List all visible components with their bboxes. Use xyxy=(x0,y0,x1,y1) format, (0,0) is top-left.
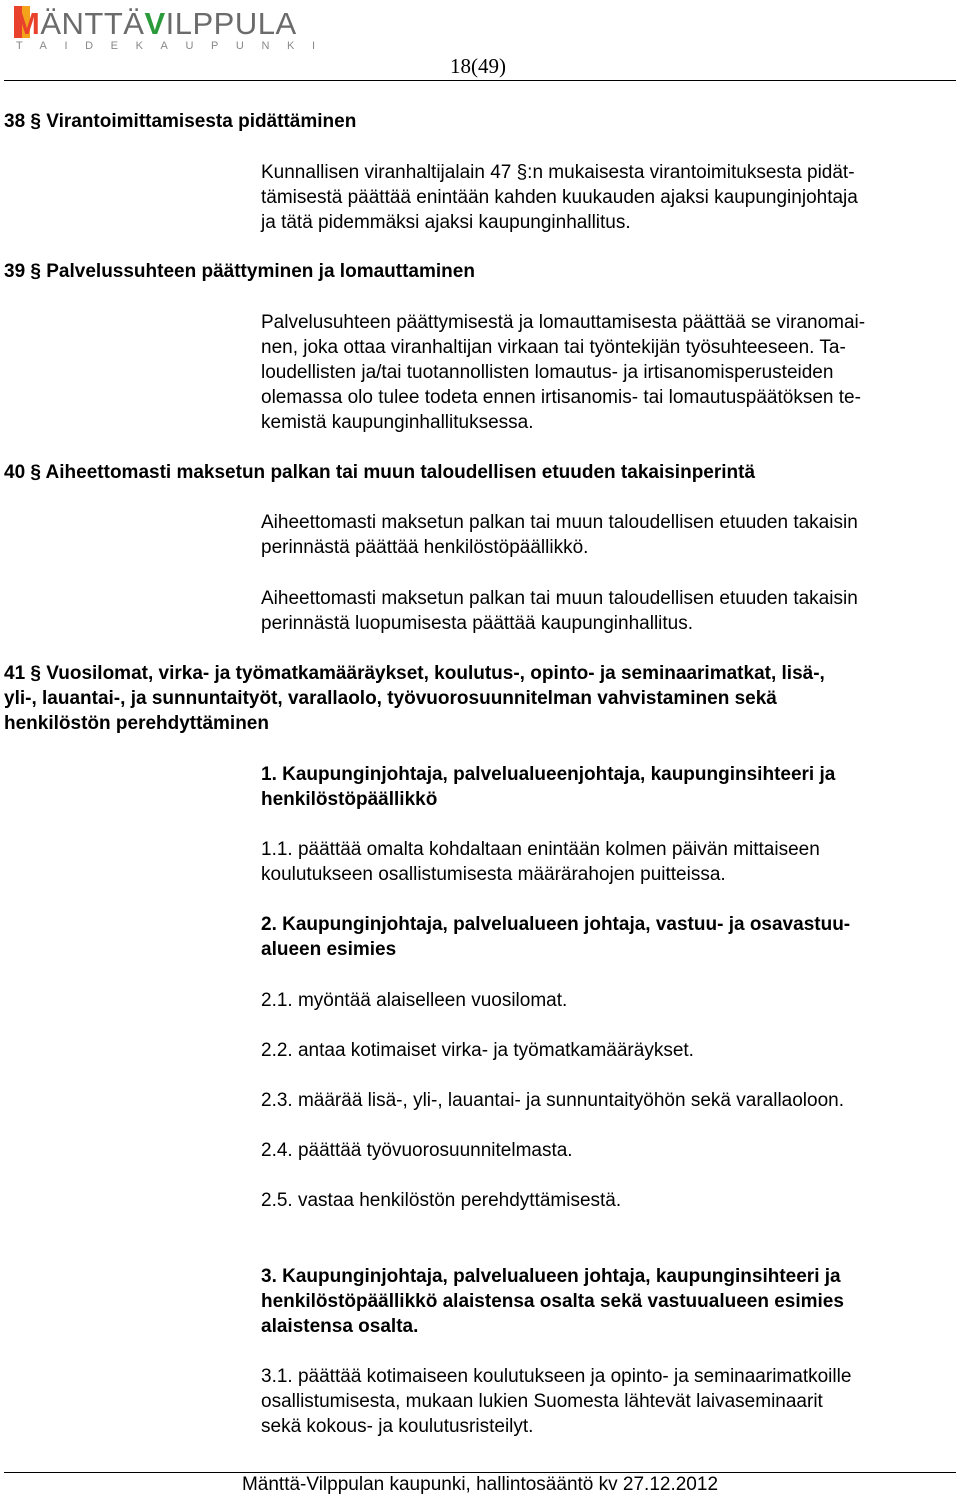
item-2-4: 2.4. päättää työvuorosuunnitelmasta. xyxy=(261,1140,573,1161)
text-line: kemistä kaupunginhallituksessa. xyxy=(261,412,534,433)
logo-letter-m: M xyxy=(14,6,41,41)
heading-line: 41 § Vuosilomat, virka- ja työmatkamääräykset, koulutus-, opinto- ja seminaarimatkat, lisä-, xyxy=(4,663,825,684)
text-line: sekä kokous- ja koulutusristeilyt. xyxy=(261,1416,534,1437)
text-line: 1.1. päättää omalta kohdaltaan enintään kolmen päivän mittaiseen xyxy=(261,839,820,860)
text-line: henkilöstöpäällikkö alaistensa osalta sekä vastuualueen esimies xyxy=(261,1291,844,1312)
logo-letter-v: V xyxy=(144,6,166,41)
logo-text-antta: ÄNTTÄ xyxy=(40,6,145,41)
section-40-paragraph-1 xyxy=(261,510,955,560)
logo-text-ilppula: ILPPULA xyxy=(165,6,297,41)
text-line: tämisestä päättää enintään kahden kuukauden ajaksi kaupunginjohtaja xyxy=(261,187,858,208)
item-2-3: 2.3. määrää lisä-, yli-, lauantai- ja sunnuntaityöhön sekä varallaoloon. xyxy=(261,1090,844,1111)
section-41-heading xyxy=(4,661,954,736)
page-number: 18(49) xyxy=(450,54,506,78)
text-line: Palvelusuhteen päättymisestä ja lomauttamisesta päättää se viranomai- xyxy=(261,312,866,333)
text-line: perinnästä päättää henkilöstöpäällikkö. xyxy=(261,537,589,558)
text-line: osallistumisesta, mukaan lukien Suomesta lähtevät laivaseminaarit xyxy=(261,1391,823,1412)
item-2-5: 2.5. vastaa henkilöstön perehdyttämisestä. xyxy=(261,1190,622,1211)
text-line: 3. Kaupunginjohtaja, palvelualueen johtaja, kaupunginsihteeri ja xyxy=(261,1266,841,1287)
text-line: alaistensa osalta. xyxy=(261,1316,419,1337)
text-line: 3.1. päättää kotimaiseen koulutukseen ja opinto- ja seminaarimatkoille xyxy=(261,1366,852,1387)
text-line: Aiheettomasti maksetun palkan tai muun taloudellisen etuuden takaisin xyxy=(261,512,858,533)
text-line: koulutukseen osallistumisesta määrärahojen puitteissa. xyxy=(261,864,726,885)
city-logo xyxy=(14,2,354,54)
logo-subtitle: TAIDEKAUPUNKI xyxy=(16,40,333,52)
text-line: olemassa olo tulee todeta ennen irtisanomis- tai lomautuspäätöksen te- xyxy=(261,387,861,408)
section-38-paragraph xyxy=(261,160,955,235)
heading-line: henkilöstön perehdyttäminen xyxy=(4,713,269,734)
item-2-2: 2.2. antaa kotimaiset virka- ja työmatkamääräykset. xyxy=(261,1040,694,1061)
text-line: Kunnallisen viranhaltijalain 47 §:n mukaisesta virantoimituksesta pidät- xyxy=(261,162,855,183)
section-40-paragraph-2 xyxy=(261,586,955,636)
header-divider xyxy=(4,80,956,81)
section-40-heading: 40 § Aiheettomasti maksetun palkan tai muun taloudellisen etuuden takaisinperintä xyxy=(4,462,756,483)
text-line: Aiheettomasti maksetun palkan tai muun taloudellisen etuuden takaisin xyxy=(261,588,858,609)
text-line: henkilöstöpäällikkö xyxy=(261,789,438,810)
group-2-title xyxy=(261,912,955,962)
text-line: nen, joka ottaa viranhaltijan virkaan tai työntekijän työsuhteeseen. Ta- xyxy=(261,337,846,358)
group-1-title xyxy=(261,762,955,812)
heading-line: yli-, lauantai-, ja sunnuntaityöt, varallaolo, työvuorosuunnitelman vahvistaminen sekä xyxy=(4,688,777,709)
text-line: 2. Kaupunginjohtaja, palvelualueen johtaja, vastuu- ja osavastuu- xyxy=(261,914,851,935)
item-3-1 xyxy=(261,1364,955,1439)
section-39-paragraph xyxy=(261,310,955,435)
text-line: perinnästä luopumisesta päättää kaupunginhallitus. xyxy=(261,613,694,634)
logo-wordmark xyxy=(14,6,297,42)
section-39-heading: 39 § Palvelussuhteen päättyminen ja lomauttaminen xyxy=(4,261,475,282)
item-2-1: 2.1. myöntää alaiselleen vuosilomat. xyxy=(261,990,568,1011)
section-38-heading: 38 § Virantoimittamisesta pidättäminen xyxy=(4,111,357,132)
page-footer: Mänttä-Vilppulan kaupunki, hallintosääntö kv 27.12.2012 xyxy=(241,1474,719,1495)
text-line: 1. Kaupunginjohtaja, palvelualueenjohtaja, kaupunginsihteeri ja xyxy=(261,764,836,785)
group-3-title xyxy=(261,1264,955,1339)
text-line: ja tätä pidemmäksi ajaksi kaupunginhallitus. xyxy=(261,212,631,233)
text-line: alueen esimies xyxy=(261,939,397,960)
text-line: loudellisten ja/tai tuotannollisten lomautus- ja irtisanomisperusteiden xyxy=(261,362,834,383)
item-1-1 xyxy=(261,837,955,887)
